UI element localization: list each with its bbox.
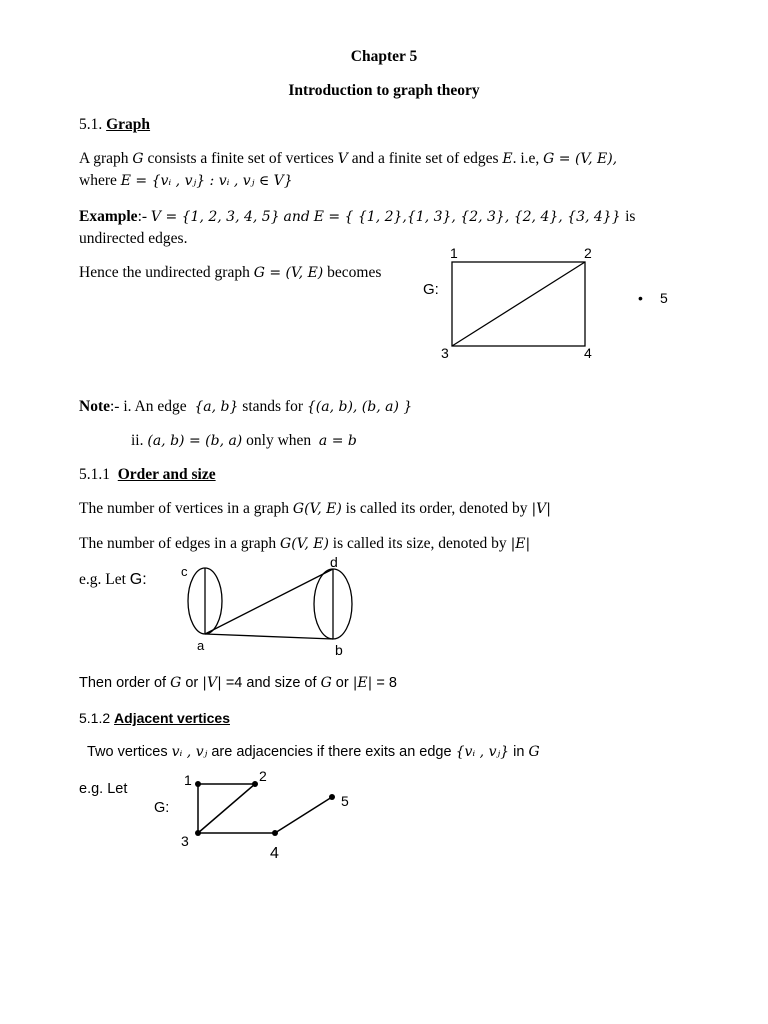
graph-1-label: G: xyxy=(423,281,439,298)
order-definition: The number of vertices in a graph G(V, E) is called its order, denoted by |V| xyxy=(79,500,551,517)
example-3-text: e.g. Let xyxy=(79,781,128,797)
graph-1-vertex-4: 4 xyxy=(584,345,592,361)
chapter-heading: Chapter 5 xyxy=(350,48,418,65)
section-5-1-2-heading: 5.1.2 Adjacent vertices xyxy=(79,710,230,726)
graph-1-vertex-2: 2 xyxy=(584,245,592,261)
note-line-2: ii. (a, b) = (b, a) only when a = b xyxy=(131,432,357,449)
graph-3-vertex-5: 5 xyxy=(341,793,349,809)
graph-3-node-4 xyxy=(272,830,278,836)
adjacency-definition: Two vertices vᵢ , vⱼ are adjacencies if there exits an edge {vᵢ , vⱼ} in G xyxy=(87,744,540,760)
graph-3-label: G: xyxy=(154,800,170,816)
graph-3-node-5 xyxy=(329,794,335,800)
section-5-1-heading: 5.1. Graph xyxy=(79,116,151,133)
graph-2-vertex-c: c xyxy=(181,564,188,579)
graph-3-node-3 xyxy=(195,830,201,836)
definition-line-1: A graph G consists a finite set of vertices V and a finite set of edges E. i.e, G = (V, E), xyxy=(79,150,618,167)
graph-3-edge-3-2 xyxy=(198,784,255,833)
graph-1-vertex-3: 3 xyxy=(441,345,449,361)
order-size-result: Then order of G or |V| =4 and size of G or |E| = 8 xyxy=(79,675,397,691)
graph-3-edge-4-5 xyxy=(275,797,332,833)
page-title: Introduction to graph theory xyxy=(288,82,480,99)
note-line-1: Note:- i. An edge {a, b} stands for {(a, b), (b, a) } xyxy=(79,398,413,415)
definition-line-2: where E = {vᵢ , vⱼ} : vᵢ , vⱼ ∈ V} xyxy=(79,172,293,189)
example-line-3: Hence the undirected graph G = (V, E) becomes xyxy=(79,264,382,281)
graph-1-vertex-5: 5 xyxy=(660,290,668,306)
graph-3-vertex-1: 1 xyxy=(184,772,192,788)
graph-2-vertex-a: a xyxy=(197,638,205,653)
graph-3-vertex-4: 4 xyxy=(270,845,279,862)
graph-1-vertex-1: 1 xyxy=(450,245,458,261)
example-line-2: undirected edges. xyxy=(79,230,188,247)
section-5-1-1-heading: 5.1.1 Order and size xyxy=(79,466,216,483)
example-line-1: Example:- V = {1, 2, 3, 4, 5} and E = { {1, 2},{1, 3}, {2, 3}, {2, 4}, {3, 4}} is xyxy=(79,208,636,225)
graph-2-vertex-d: d xyxy=(330,554,338,570)
graph-3-vertex-2: 2 xyxy=(259,768,267,784)
graph-2-vertex-b: b xyxy=(335,642,343,658)
graph-1-vertex-5-dot: • xyxy=(638,290,643,306)
graph-3-node-1 xyxy=(195,781,201,787)
graph-3-node-2 xyxy=(252,781,258,787)
size-definition: The number of edges in a graph G(V, E) is called its size, denoted by |E| xyxy=(79,535,531,552)
example-2-text: e.g. Let G: xyxy=(79,571,147,588)
graph-3-vertex-3: 3 xyxy=(181,833,189,849)
